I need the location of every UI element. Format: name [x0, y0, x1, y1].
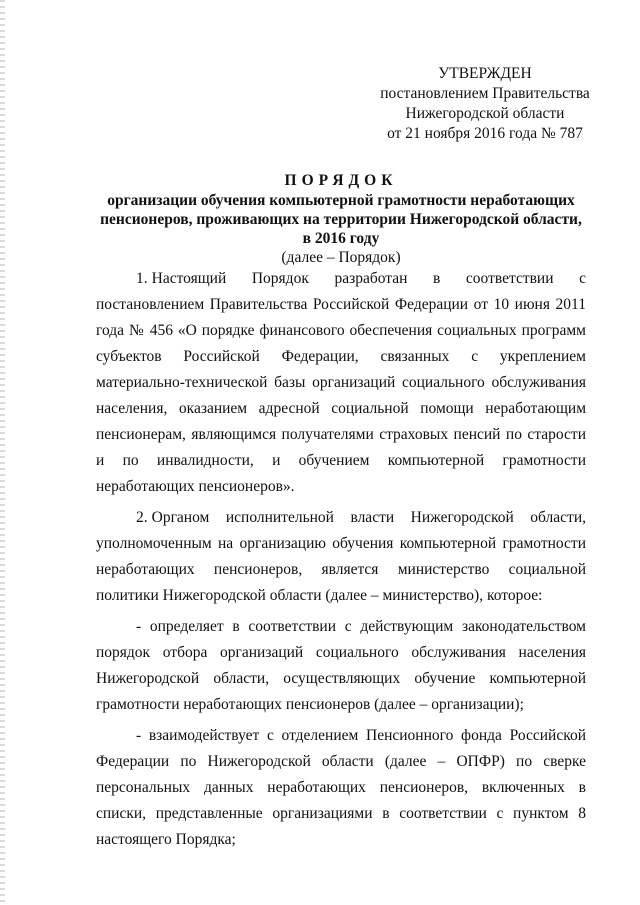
paragraph-2-text: Органом исполнительной власти Нижегородской области, уполномоченным на организацию обучения компьютерной грамотности неработающих пенсионеров, является министерство социальной политики Нижегородской области (далее – министерство), которое: [96, 509, 586, 604]
approval-block [365, 64, 605, 144]
document-body [96, 266, 586, 858]
paragraph-1-number: 1. [136, 270, 148, 287]
list-item-1: - определяет в соответствии с действующим законодательством порядок отбора организаций социального обслуживания населения Нижегородской области, осуществляющих обучение компьютерной грамотности неработающих пенсионеров (далее – организации); [96, 618, 586, 713]
document-heading [96, 170, 586, 268]
paragraph-2-number: 2. [136, 509, 148, 526]
heading-line-2: пенсионеров, проживающих на территории Нижегородской области, [100, 211, 582, 228]
scan-edge [0, 0, 5, 905]
paragraph-1-text: Настоящий Порядок разработан в соответствии с постановлением Правительства Российской Федерации от 10 июня 2011 года № 456 «О порядке финансового обеспечения социальных программ субъектов Российской Федерации, связанных с укреплением материально-технической базы организаций социального обслуживания населения, оказанием адресной социальной помощи неработающим пенсионерам, являющимся получателями страховых пенсий по старости и по инвалидности, и обучением компьютерной грамотности неработающих пенсионеров». [96, 270, 586, 495]
approval-line-1: постановлением Правительства [380, 85, 590, 102]
heading-note: (далее – Порядок) [281, 249, 401, 266]
document-title: ПОРЯДОК [284, 172, 398, 189]
approval-title: УТВЕРЖДЕН [438, 65, 532, 82]
paragraph-2 [96, 505, 586, 609]
approval-line-3: от 21 ноября 2016 года № 787 [387, 125, 583, 142]
list-item-2: - взаимодействует с отделением Пенсионного фонда Российской Федерации по Нижегородской области (далее – ОПФР) по сверке персональных данных неработающих пенсионеров, включенных в списки, представленные организациями в соответствии с пунктом 8 настоящего Порядка; [96, 727, 586, 848]
heading-line-3: в 2016 году [302, 230, 380, 247]
paragraph-1 [96, 266, 586, 500]
heading-line-1: организации обучения компьютерной грамотности неработающих [107, 192, 575, 209]
approval-line-2: Нижегородской области [405, 105, 565, 122]
